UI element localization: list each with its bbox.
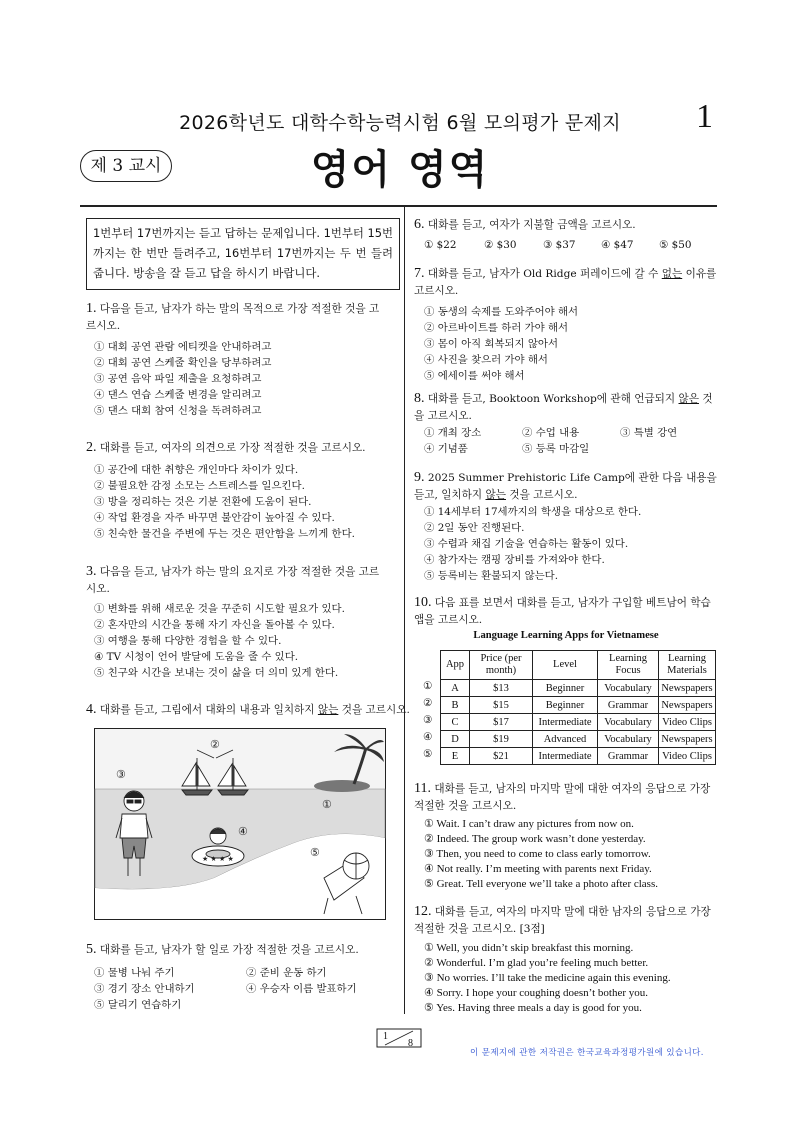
question-6: 6. 대화를 듣고, 여자가 지불할 금액을 고르시오. — [414, 217, 636, 232]
cell: $21 — [470, 748, 533, 765]
question-10: 10. 다음 표를 보면서 대화를 듣고, 남자가 구입할 베트남어 학습 앱을 고르시오. — [414, 595, 711, 626]
q4-label-2: ② — [210, 738, 220, 751]
q11-option-2: ② Indeed. The group work wasn’t done yesterday. — [424, 833, 646, 845]
cell: $15 — [470, 697, 533, 714]
table-header-row — [441, 651, 716, 680]
q1-option-3: ③ 공연 음악 파일 제출을 요청하려고 — [94, 373, 262, 385]
q4-label-5: ⑤ — [310, 846, 320, 859]
q10-marker-1: ① — [423, 681, 433, 692]
cell: Video Clips — [659, 748, 716, 765]
col-materials: Learning Materials — [659, 651, 716, 680]
q12-option-1: ① Well, you didn’t skip breakfast this morning. — [424, 942, 634, 954]
q4-label-3: ③ — [116, 768, 126, 781]
q10-table-title: Language Learning Apps for Vietnamese — [473, 630, 659, 641]
q11-option-4: ④ Not really. I’m meeting with parents next Friday. — [424, 863, 652, 875]
page-number: 1 — [696, 98, 713, 135]
cell: Beginner — [533, 680, 598, 697]
q3-option-1: ① 변화를 위해 새로운 것을 꾸준히 시도할 필요가 있다. — [94, 603, 345, 615]
page-indicator-total: 8 — [408, 1038, 413, 1048]
q7-option-3: ③ 몸이 아직 회복되지 않아서 — [424, 338, 559, 350]
q11-option-3: ③ Then, you need to come to class early tomorrow. — [424, 848, 651, 860]
q8-option-3: ③ 특별 강연 — [620, 427, 678, 439]
table-row — [441, 748, 716, 765]
q7-option-1: ① 동생의 숙제를 도와주어야 해서 — [424, 306, 579, 318]
cell: B — [441, 697, 470, 714]
cell: Beginner — [533, 697, 598, 714]
page-indicator — [375, 1028, 423, 1048]
col-app: App — [441, 651, 470, 680]
q12-option-5: ⑤ Yes. Having three meals a day is good for you. — [424, 1002, 642, 1014]
exam-title: 2026학년도 대학수학능력시험 6월 모의평가 문제지 — [179, 112, 621, 134]
q6-option-4: ④ $47 — [601, 239, 634, 251]
q4-beach-picture — [94, 728, 386, 920]
col-level: Level — [533, 651, 598, 680]
q5-option-4: ④ 우승자 이름 발표하기 — [246, 983, 357, 995]
question-11: 11. 대화를 듣고, 남자의 마지막 말에 대한 여자의 응답으로 가장 적절한 것을 고르시오. — [414, 781, 711, 812]
header-rule — [80, 205, 717, 207]
q3-option-2: ② 혼자만의 시간을 통해 자기 자신을 돌아볼 수 있다. — [94, 619, 335, 631]
q7-option-2: ② 아르바이트를 하러 가야 해서 — [424, 322, 569, 334]
q8-option-4: ④ 기념품 — [424, 443, 468, 455]
table-row — [441, 714, 716, 731]
q2-option-3: ③ 방을 정리하는 것은 기분 전환에 도움이 된다. — [94, 496, 312, 508]
question-4: 4. 대화를 듣고, 그림에서 대화의 내용과 일치하지 않는 것을 고르시오. — [86, 702, 410, 717]
col-price: Price (per month) — [470, 651, 533, 680]
q2-option-5: ⑤ 친숙한 물건을 주변에 두는 것은 편안함을 느끼게 한다. — [94, 528, 355, 540]
cell: Grammar — [598, 697, 659, 714]
cell: Vocabulary — [598, 714, 659, 731]
question-12: 12. 대화를 듣고, 여자의 마지막 말에 대한 남자의 응답으로 가장 적절한 것을 고르시오. [3점] — [414, 904, 711, 935]
q5-option-3: ③ 경기 장소 안내하기 — [94, 983, 195, 995]
session-badge: 제 3 교시 — [80, 150, 172, 182]
q3-option-4: ④ TV 시청이 언어 발달에 도움을 줄 수 있다. — [94, 651, 299, 663]
q10-marker-5: ⑤ — [423, 749, 433, 760]
q7-option-5: ⑤ 에세이를 써야 해서 — [424, 370, 525, 382]
cell: A — [441, 680, 470, 697]
svg-text:★ ★ ★ ★: ★ ★ ★ ★ — [202, 855, 234, 863]
table-row — [441, 680, 716, 697]
q2-option-1: ① 공간에 대한 취향은 개인마다 차이가 있다. — [94, 464, 299, 476]
cell: Newspapers — [659, 697, 716, 714]
q3-option-5: ⑤ 친구와 시간을 보내는 것이 삶을 더 의미 있게 한다. — [94, 667, 339, 679]
subject-title: 영어 영역 — [310, 147, 490, 193]
cell: Newspapers — [659, 731, 716, 748]
page-indicator-current: 1 — [383, 1031, 388, 1042]
cell: Newspapers — [659, 680, 716, 697]
q11-option-1: ① Wait. I can’t draw any pictures from now on. — [424, 818, 634, 830]
q1-option-2: ② 대회 공연 스케줄 확인을 당부하려고 — [94, 357, 272, 369]
cell: Vocabulary — [598, 731, 659, 748]
cell: E — [441, 748, 470, 765]
q3-option-3: ③ 여행을 통해 다양한 경험을 할 수 있다. — [94, 635, 282, 647]
copyright-notice: 이 문제지에 관한 저작권은 한국교육과정평가원에 있습니다. — [470, 1048, 704, 1058]
q12-option-3: ③ No worries. I’ll take the medicine again this evening. — [424, 972, 671, 984]
cell: C — [441, 714, 470, 731]
q11-option-5: ⑤ Great. Tell everyone we’ll take a photo after class. — [424, 878, 658, 890]
notice-box: 1번부터 17번까지는 듣고 답하는 문제입니다. 1번부터 15번까지는 한 번만 들려주고, 16번부터 17번까지는 두 번 들려줍니다. 방송을 잘 듣고 답을 하시기 바랍니다. — [86, 218, 400, 290]
col-focus: Learning Focus — [598, 651, 659, 680]
q8-option-1: ① 개최 장소 — [424, 427, 482, 439]
q2-option-2: ② 불필요한 감정 소모는 스트레스를 일으킨다. — [94, 480, 305, 492]
cell: $13 — [470, 680, 533, 697]
question-3: 3. 다음을 듣고, 남자가 하는 말의 요지로 가장 적절한 것을 고르시오. — [86, 564, 380, 595]
q5-option-5: ⑤ 달리기 연습하기 — [94, 999, 182, 1011]
q2-option-4: ④ 작업 환경을 자주 바꾸면 불안감이 높아질 수 있다. — [94, 512, 335, 524]
cell: $17 — [470, 714, 533, 731]
cell: $19 — [470, 731, 533, 748]
q9-option-3: ③ 수렵과 채집 기술을 연습하는 활동이 있다. — [424, 538, 629, 550]
question-2: 2. 대화를 듣고, 여자의 의견으로 가장 적절한 것을 고르시오. — [86, 440, 366, 455]
q10-marker-2: ② — [423, 698, 433, 709]
q8-option-5: ⑤ 등록 마감일 — [522, 443, 590, 455]
q9-option-1: ① 14세부터 17세까지의 학생을 대상으로 한다. — [424, 506, 642, 518]
cell: Intermediate — [533, 714, 598, 731]
q10-apps-table — [440, 650, 716, 765]
question-9: 9. 2025 Summer Prehistoric Life Camp에 관한 다음 내용을 듣고, 일치하지 않는 것을 고르시오. — [414, 470, 717, 501]
question-5: 5. 대화를 듣고, 남자가 할 일로 가장 적절한 것을 고르시오. — [86, 942, 359, 957]
cell: Intermediate — [533, 748, 598, 765]
q9-option-2: ② 2일 동안 진행된다. — [424, 522, 525, 534]
q12-option-4: ④ Sorry. I hope your coughing doesn’t bother you. — [424, 987, 649, 999]
q1-option-5: ⑤ 댄스 대회 참여 신청을 독려하려고 — [94, 405, 262, 417]
cell: Advanced — [533, 731, 598, 748]
q7-option-4: ④ 사진을 찾으러 가야 해서 — [424, 354, 548, 366]
q4-label-4: ④ — [238, 825, 248, 838]
q6-option-3: ③ $37 — [543, 239, 576, 251]
cell: Grammar — [598, 748, 659, 765]
cell: Video Clips — [659, 714, 716, 731]
q8-option-2: ② 수업 내용 — [522, 427, 580, 439]
q10-marker-3: ③ — [423, 715, 433, 726]
q10-markers — [423, 650, 432, 763]
q10-marker-4: ④ — [423, 732, 433, 743]
q9-option-4: ④ 참가자는 캠핑 장비를 가져와야 한다. — [424, 554, 605, 566]
q6-option-1: ① $22 — [424, 239, 457, 251]
table-row — [441, 697, 716, 714]
cell: D — [441, 731, 470, 748]
q4-label-1: ① — [322, 798, 332, 811]
q5-option-2: ② 준비 운동 하기 — [246, 967, 327, 979]
q12-option-2: ② Wonderful. I’m glad you’re feeling much better. — [424, 957, 649, 969]
q6-option-2: ② $30 — [484, 239, 517, 251]
q9-option-5: ⑤ 등록비는 환불되지 않는다. — [424, 570, 559, 582]
question-1: 1. 다음을 듣고, 남자가 하는 말의 목적으로 가장 적절한 것을 고르시오. — [86, 301, 380, 332]
q1-option-1: ① 대회 공연 관람 에티켓을 안내하려고 — [94, 341, 272, 353]
question-8: 8. 대화를 듣고, Booktoon Workshop에 관해 언급되지 않은 것을 고르시오. — [414, 391, 713, 422]
q5-option-1: ① 물병 나눠 주기 — [94, 967, 175, 979]
q6-option-5: ⑤ $50 — [659, 239, 692, 251]
q1-option-4: ④ 댄스 연습 스케줄 변경을 알리려고 — [94, 389, 262, 401]
cell: Vocabulary — [598, 680, 659, 697]
column-divider — [404, 207, 405, 1014]
question-7: 7. 대화를 듣고, 남자가 Old Ridge 퍼레이드에 갈 수 없는 이유를 고르시오. — [414, 266, 717, 297]
table-row — [441, 731, 716, 748]
